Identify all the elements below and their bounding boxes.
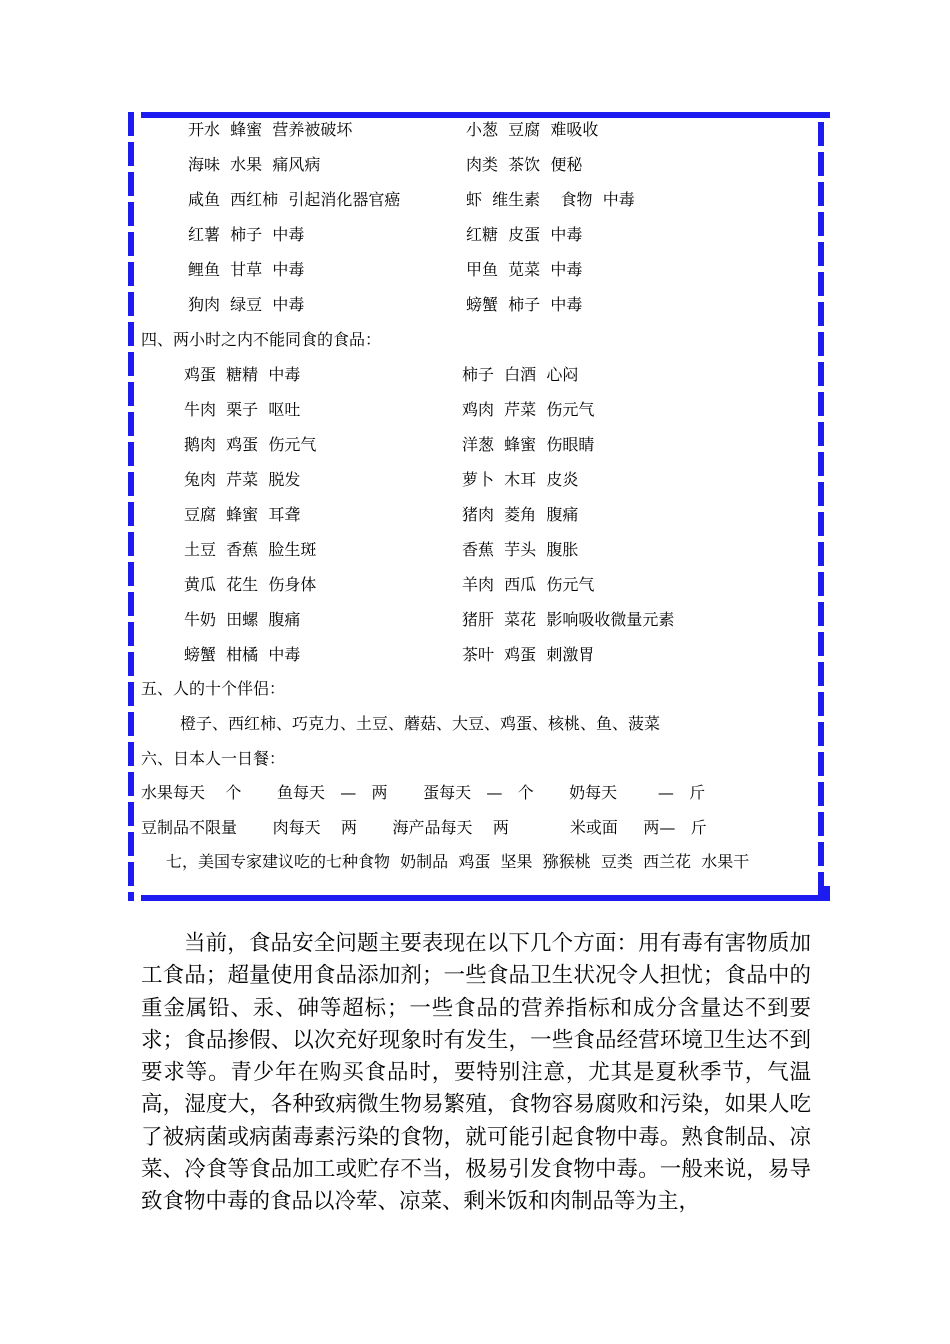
frame-left-border [128,112,134,901]
body-text [141,928,811,1219]
pair-left: 开水 蜂蜜 营养被破坏 [188,120,353,139]
frame-top-border [141,112,830,118]
section-heading: 四、两小时之内不能同食的食品： [141,330,382,349]
pair-left: 牛肉 栗子 呕吐 [184,400,301,419]
diet-row: 水果每天 个 鱼每天 — 两 蛋每天 — 个 奶每天 — 斤 [141,783,706,802]
pair-right: 香蕉 芋头 腹胀 [462,540,579,559]
pair-left: 鲤鱼 甘草 中毒 [188,260,305,279]
pair-left: 狗肉 绿豆 中毒 [188,295,305,314]
section-heading: 五、人的十个伴侣： [141,679,286,698]
pair-right: 小葱 豆腐 难吸收 [466,120,599,139]
frame-bottom-border [141,895,830,901]
pair-right: 猪肉 菱角 腹痛 [462,505,579,524]
pair-left: 咸鱼 西红柿 引起消化器官癌 [188,190,401,209]
frame-corner [824,112,830,118]
section-seven: 七，美国专家建议吃的七种食物 奶制品 鸡蛋 坚果 猕猴桃 豆类 西兰花 水果干 [166,852,750,871]
pair-left: 红薯 柿子 中毒 [188,225,305,244]
pair-right: 洋葱 蜂蜜 伤眼睛 [462,435,595,454]
pair-left: 兔肉 芹菜 脱发 [184,470,301,489]
pair-right: 羊肉 西瓜 伤元气 [462,575,595,594]
pair-left: 鸡蛋 糖精 中毒 [184,365,301,384]
pair-right: 肉类 茶饮 便秘 [466,155,583,174]
pair-left: 鹅肉 鸡蛋 伤元气 [184,435,317,454]
paragraph: 当前，食品安全问题主要表现在以下几个方面：用有毒有害物质加工食品；超量使用食品添加剂；一些食品卫生状况令人担忧；食品中的重金属铅、汞、砷等超标；一些食品的营养指标和成分含量达不到要求；食品掺假、以次充好现象时有发生，一些食品经营环境卫生达不到要求等。青少年在购买食品时，要特别注意，尤其是夏秋季节，气温高，湿度大，各种致病微生物易繁殖，食物容易腐败和污染，如果人吃了被病菌或病菌毒素污染的食物，就可能引起食物中毒。熟食制品、凉菜、冷食等食品加工或贮存不当，极易引发食物中毒。一般来说，易导致食物中毒的食品以冷荤、凉菜、剩米饭和肉制品等为主， [141,931,811,1215]
companion-list: 橙子、西红柿、巧克力、土豆、蘑菇、大豆、鸡蛋、核桃、鱼、菠菜 [180,714,661,733]
pair-right: 螃蟹 柿子 中毒 [466,295,583,314]
pair-left: 黄瓜 花生 伤身体 [184,575,317,594]
pair-right: 虾 维生素 食物 中毒 [466,190,635,209]
pair-left: 螃蟹 柑橘 中毒 [184,645,301,664]
frame-right-border [818,122,824,888]
pair-left: 豆腐 蜂蜜 耳聋 [184,505,301,524]
pair-left: 海味 水果 痛风病 [188,155,321,174]
pair-right: 柿子 白酒 心闷 [462,365,579,384]
section-heading: 六、日本人一日餐： [141,749,286,768]
pair-right: 茶叶 鸡蛋 刺激胃 [462,645,595,664]
pair-right: 鸡肉 芹菜 伤元气 [462,400,595,419]
diet-row: 豆制品不限量 肉每天 两 海产品每天 两 米或面 两— 斤 [141,818,707,837]
pair-left: 土豆 香蕉 脸生斑 [184,540,317,559]
frame-corner [818,886,830,901]
pair-right: 猪肝 菜花 影响吸收微量元素 [462,610,675,629]
pair-right: 甲鱼 苋菜 中毒 [466,260,583,279]
pair-left: 牛奶 田螺 腹痛 [184,610,301,629]
pair-right: 萝卜 木耳 皮炎 [462,470,579,489]
pair-right: 红糖 皮蛋 中毒 [466,225,583,244]
